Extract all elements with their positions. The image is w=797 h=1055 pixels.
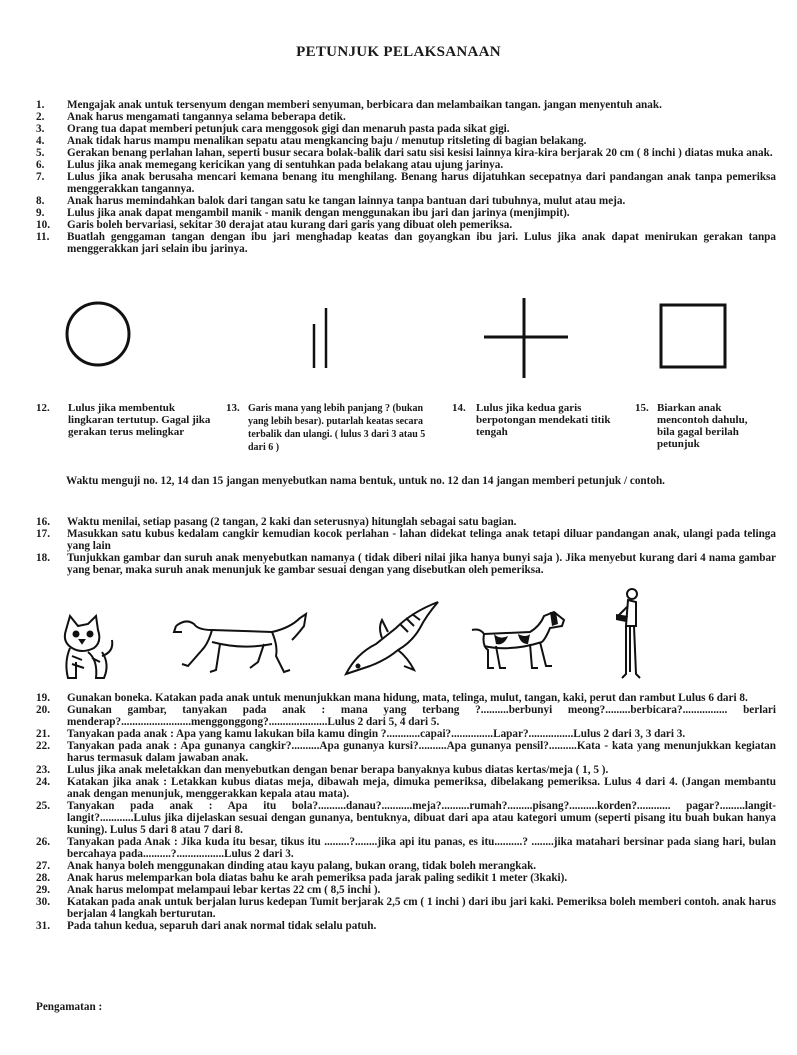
item-number: 3.: [36, 123, 45, 135]
horse-icon: [172, 610, 312, 676]
item-number: 24.: [36, 776, 50, 788]
item-number: 7.: [36, 171, 45, 183]
circle-figure-icon: [62, 298, 134, 370]
list-item: [36, 231, 776, 255]
square-figure-icon: [658, 302, 730, 372]
list-item: [36, 920, 776, 932]
item-text: Anak harus mengamati tangannya selama beberapa detik.: [67, 111, 346, 123]
item-text: Buatlah genggaman tangan dengan ibu jari menghadap keatas dan goyangkan ibu jari. Lulus jika anak dapat menirukan gerakan tanpa menggerakkan jari selain ibu jarinya.: [67, 231, 776, 255]
item-number: 27.: [36, 860, 50, 872]
instruction-list-bottom: [36, 692, 776, 932]
list-item: [36, 860, 776, 872]
item-text: Mengajak anak untuk tersenyum dengan memberi senyuman, berbicara dan melambaikan tangan. jangan menyentuh anak.: [67, 99, 662, 111]
cross-figure-icon: [482, 296, 570, 380]
item-number: 20.: [36, 704, 50, 716]
list-item: [36, 872, 776, 884]
list-item: [36, 516, 776, 528]
item-text: Anak hanya boleh menggunakan dinding atau kayu palang, bukan orang, tidak boleh merangkak.: [67, 860, 537, 872]
list-item: [36, 123, 776, 135]
man-icon: [614, 586, 650, 682]
item-number: 11.: [36, 231, 50, 243]
item-number: 21.: [36, 728, 50, 740]
list-item: [36, 800, 776, 836]
item-number: 26.: [36, 836, 50, 848]
item-number: 17.: [36, 528, 50, 540]
list-item: [36, 884, 776, 896]
item-text: Katakan jika anak : Letakkan kubus diatas meja, dibawah meja, dimuka pemeriksa, dibelakang pemeriksa. Lulus 4 dari 4. (Jangan membantu anak dengan menunjuk, menggerakkan kepala atau mata).: [67, 776, 776, 800]
item-number: 31.: [36, 920, 50, 932]
list-item: [36, 552, 776, 576]
list-item: [36, 836, 776, 860]
list-item: [36, 135, 776, 147]
item-number: 1.: [36, 99, 45, 111]
item-text: Lulus jika anak dapat mengambil manik - manik dengan menggunakan ibu jari dan jarinya (menjimpit).: [67, 207, 570, 219]
list-item: [36, 728, 776, 740]
caption-text: Garis mana yang lebih panjang ? (bukan yang lebih besar). putarlah keatas secara terbalik dan ulangi. ( lulus 3 dari 3 atau 5 dari 6 ): [248, 403, 426, 453]
item-number: 28.: [36, 872, 50, 884]
list-item: [36, 159, 776, 171]
item-number: 9.: [36, 207, 45, 219]
list-item: [36, 207, 776, 219]
caption-text: Biarkan anak mencontoh dahulu, bila gagal berilah petunjuk: [657, 402, 748, 450]
item-number: 25.: [36, 800, 50, 812]
item-text: Orang tua dapat memberi petunjuk cara menggosok gigi dan menaruh pasta pada sikat gigi.: [67, 123, 510, 135]
list-item: [36, 528, 776, 552]
item-text: Anak harus melemparkan bola diatas bahu ke arah pemeriksa pada jarak paling sedikit 1 meter (3kaki).: [67, 872, 568, 884]
item-number: 18.: [36, 552, 50, 564]
item-text: Tanyakan pada anak : Apa gunanya cangkir?..........Apa gunanya kursi?..........Apa gunanya pensil?..........Kata - kata yang menunjukkan kegiatan harus termasuk dalam jawaban anak.: [67, 740, 776, 764]
instruction-list-middle: [36, 516, 776, 576]
caption-cross: [452, 402, 616, 438]
item-number: 19.: [36, 692, 50, 704]
item-text: Gunakan boneka. Katakan pada anak untuk menunjukkan mana hidung, mata, telinga, mulut, tangan, kaki, perut dan rambut Lulus 6 dari 8.: [67, 692, 748, 704]
list-item: [36, 171, 776, 195]
caption-square: [635, 402, 767, 450]
list-item: [36, 740, 776, 764]
item-number: 6.: [36, 159, 45, 171]
item-number: 8.: [36, 195, 45, 207]
caption-circle: [36, 402, 218, 438]
item-number: 13.: [226, 402, 240, 414]
caption-lines: [226, 402, 428, 454]
item-number: 15.: [635, 402, 649, 414]
list-item: [36, 692, 776, 704]
item-text: Lulus jika anak meletakkan dan menyebutkan dengan benar berapa banyaknya kubus diatas kertas/meja ( 1, 5 ).: [67, 764, 609, 776]
item-number: 22.: [36, 740, 50, 752]
cat-icon: [58, 612, 118, 684]
item-number: 12.: [36, 402, 50, 414]
item-text: Anak harus melompat melampaui lebar kertas 22 cm ( 8,5 inchi ).: [67, 884, 381, 896]
item-number: 2.: [36, 111, 45, 123]
list-item: [36, 219, 776, 231]
item-text: Anak harus memindahkan balok dari tangan satu ke tangan lainnya tanpa bantuan dari tubuhnya, mulut atau meja.: [67, 195, 626, 207]
caption-text: Lulus jika membentuk lingkaran tertutup. Gagal jika gerakan terus melingkar: [68, 402, 211, 438]
item-text: Garis boleh bervariasi, sekitar 30 derajat atau kurang dari garis yang dibuat oleh pemeriksa.: [67, 219, 513, 231]
dog-icon: [470, 606, 570, 672]
list-item: [36, 896, 776, 920]
item-text: Gunakan gambar, tanyakan pada anak : mana yang terbang ?..........berbunyi meong?.........berbicara?................ berlari menderap?.........................menggonggong?.....................Lulus 2 dari 5, 4 dari 5.: [67, 704, 776, 728]
item-number: 23.: [36, 764, 50, 776]
item-number: 10.: [36, 219, 50, 231]
item-text: Masukkan satu kubus kedalam cangkir kemudian kocok perlahan - lahan didekat telinga anak tetapi diluar pandangan anak, ulangi pada telinga yang lain: [67, 528, 776, 552]
item-text: Katakan pada anak untuk berjalan lurus kedepan Tumit berjarak 2,5 cm ( 1 inchi ) dari ibu jari kaki. Pemeriksa boleh memberi contoh. anak harus berjalan 4 langkah berturutan.: [67, 896, 776, 920]
page-title: PETUNJUK PELAKSANAAN: [296, 44, 501, 60]
item-text: Tanyakan pada Anak : Jika kuda itu besar, tikus itu .........?........jika api itu panas, es itu..........? ........jika matahari bersinar pada siang hari, bulan bercahaya pada..........?.................Lulus 2 dari 3.: [67, 836, 776, 860]
list-item: [36, 704, 776, 728]
item-number: 14.: [452, 402, 466, 414]
bird-icon: [342, 598, 446, 680]
observation-label: Pengamatan :: [36, 1001, 103, 1013]
item-text: Tunjukkan gambar dan suruh anak menyebutkan namanya ( tidak diberi nilai jika hanya bunyi saja ). Jika menyebut kurang dari 4 nama gambar yang benar, maka suruh anak menunjuk ke gambar sesuai dengan yang disebutkan oleh pemeriksa.: [67, 552, 776, 576]
list-item: [36, 111, 776, 123]
item-text: Tanyakan pada anak : Apa yang kamu lakukan bila kamu dingin ?............capai?...............Lapar?................Lulus 2 dari 3, 3 dari 3.: [67, 728, 686, 740]
item-number: 29.: [36, 884, 50, 896]
two-lines-figure-icon: [300, 302, 340, 372]
item-number: 5.: [36, 147, 45, 159]
item-text: Waktu menilai, setiap pasang (2 tangan, 2 kaki dan seterusnya) hitunglah sebagai satu bagian.: [67, 516, 517, 528]
item-text: Lulus jika anak memegang kericikan yang di sentuhkan pada belakang atau ujung jarinya.: [67, 159, 504, 171]
list-item: [36, 99, 776, 111]
item-number: 30.: [36, 896, 50, 908]
item-text: Gerakan benang perlahan lahan, seperti busur secara bolak-balik dari satu sisi kesisi lainnya kira-kira berjarak 20 cm ( 8 inchi ) diatas muka anak.: [67, 147, 773, 159]
item-text: Tanyakan pada anak : Apa itu bola?..........danau?...........meja?..........rumah?.........pisang?..........korden?............ pagar?.........langit-langit?............Lulus jika dijelaskan sesuai dengan gunanya, bentuknya, dibuat dari apa atau kategori umum (seperti pisang itu buah bukan hanya kuning). Lulus 5 dari 8 atau 7 dari 8.: [67, 800, 776, 836]
instruction-list-top: [36, 99, 776, 255]
list-item: [36, 147, 776, 159]
item-number: 4.: [36, 135, 45, 147]
item-text: Lulus jika anak berusaha mencari kemana benang itu menghilang. Benang harus dijatuhkan secepatnya dari pandangan anak tanpa pemeriksa menggerakkan tangannya.: [67, 171, 776, 195]
item-text: Anak tidak harus mampu menalikan sepatu atau mengkancing baju / menutup ritsleting di bagian belakang.: [67, 135, 587, 147]
list-item: [36, 776, 776, 800]
list-item: [36, 195, 776, 207]
list-item: [36, 764, 776, 776]
caption-text: Lulus jika kedua garis berpotongan mendekati titik tengah: [476, 402, 611, 438]
item-number: 16.: [36, 516, 50, 528]
item-text: Pada tahun kedua, separuh dari anak normal tidak selalu patuh.: [67, 920, 377, 932]
shape-note: Waktu menguji no. 12, 14 dan 15 jangan menyebutkan nama bentuk, untuk no. 12 dan 14 jangan memberi petunjuk / contoh.: [66, 475, 665, 487]
